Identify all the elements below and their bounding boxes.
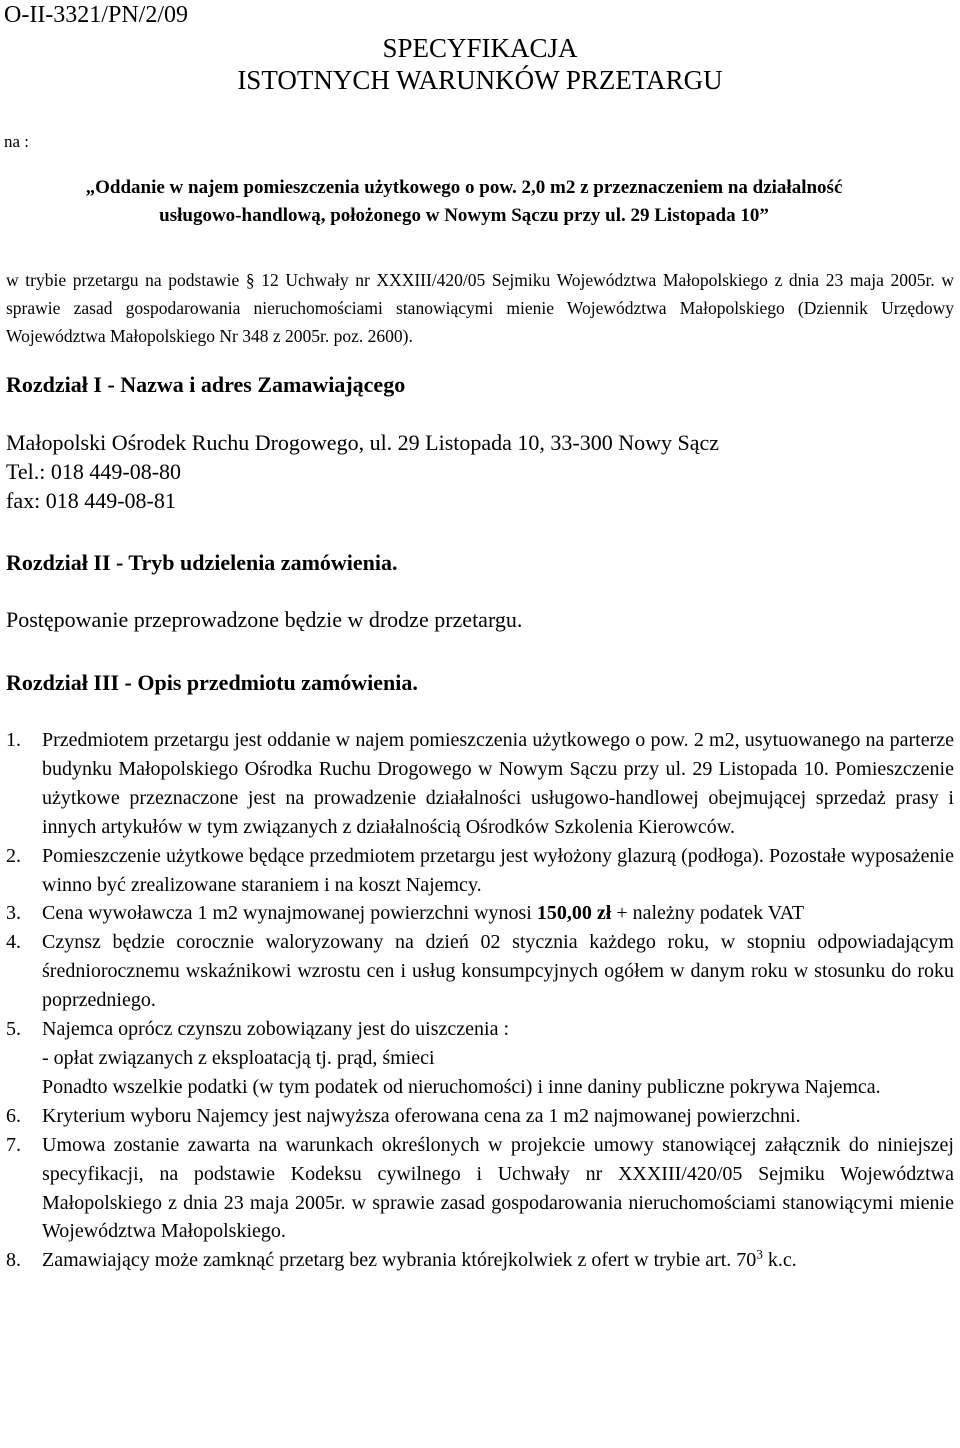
na-label: na : [4, 132, 30, 151]
document-title-line-1: SPECYFIKACJA [382, 33, 578, 63]
list-item [0, 899, 954, 928]
list-item [0, 1015, 954, 1102]
section-3-heading: Rozdział III - Opis przedmiotu zamówienia. [6, 670, 418, 695]
list-item-number: 3. [6, 902, 21, 925]
list-item-text: Kryterium wyboru Najemcy jest najwyższa oferowana cena za 1 m2 najmowanej powierzchni. [42, 1104, 801, 1127]
subject-description-list [0, 726, 954, 1275]
article-superscript: 3 [756, 1246, 763, 1262]
list-item-text-tail: + należny podatek VAT [611, 902, 805, 925]
list-item-text-tail: k.c. [762, 1249, 797, 1272]
list-item-text: Przedmiotem przetargu jest oddanie w najem pomieszczenia użytkowego o pow. 2 m2, usytuowanego na parterze budynku Małopolskiego Ośrodka Ruchu Drogowego w Nowym Sączu przy ul. 29 Listopada 10. Pomieszczenie użytkowe przeznaczone jest na prowadzenie działalności usługowo-handlowej obejmującej sprzedaż prasy i innych artykułów w tym związanych z działalnością Ośrodków Szkolenia Kierowców. [42, 729, 954, 838]
list-item-text: Zamawiający może zamknąć przetarg bez wybrania którejkolwiek z ofert w trybie art. 70 [42, 1249, 757, 1272]
list-item-text: Cena wywoławcza 1 m2 wynajmowanej powierzchni wynosi [42, 902, 537, 925]
legal-basis-paragraph: w trybie przetargu na podstawie § 12 Uchwały nr XXXIII/420/05 Sejmiku Województwa Małopolskiego z dnia 23 maja 2005r. w sprawie zasad gospodarowania nieruchomościami stanowiącymi mienie Województwa Małopolskiego (Dziennik Urzędowy Województwa Małopolskiego Nr 348 z 2005r. poz. 2600). [6, 270, 954, 346]
document-reference-number: O-II-3321/PN/2/09 [4, 2, 188, 28]
list-item-number: 4. [6, 931, 21, 954]
list-item-number: 2. [6, 844, 21, 867]
list-item-text: Pomieszczenie użytkowe będące przedmiotem przetargu jest wyłożony glazurą (podłoga). Pozostałe wyposażenie winno być zrealizowane staraniem i na koszt Najemcy. [42, 844, 954, 896]
list-item-subline: - opłat związanych z eksploatacją tj. prąd, śmieci [42, 1046, 435, 1069]
section-1-heading: Rozdział I - Nazwa i adres Zamawiającego [6, 372, 406, 397]
list-item-text: Umowa zostanie zawarta na warunkach określonych w projekcie umowy stanowiącej załącznik do niniejszej specyfikacji, na podstawie Kodeksu cywilnego i Uchwały nr XXXIII/420/05 Sejmiku Województwa Małopolskiego z dnia 23 maja 2005r. w sprawie zasad gospodarowania nieruchomościami stanowiącymi mienie Województwa Małopolskiego. [42, 1133, 954, 1243]
starting-price: 150,00 zł [536, 902, 612, 925]
list-item-number: 6. [6, 1104, 21, 1127]
procedure-mode-text: Postępowanie przeprowadzone będzie w drodze przetargu. [6, 607, 523, 632]
list-item-number: 8. [6, 1249, 21, 1272]
list-item [0, 842, 954, 900]
list-item-text: Najemca oprócz czynszu zobowiązany jest do uiszczenia : [42, 1018, 510, 1041]
list-item-text: Czynsz będzie corocznie waloryzowany na dzień 02 stycznia każdego roku, w stopniu odpowiadającym średniorocznemu wskaźnikowi wzrostu cen i usług konsumpcyjnych ogółem w danym roku w stosunku do roku poprzedniego. [42, 931, 954, 1012]
list-item [0, 726, 954, 842]
list-item-number: 5. [6, 1018, 21, 1041]
list-item [0, 1246, 954, 1275]
tender-subject: „Oddanie w najem pomieszczenia użytkowego o pow. 2,0 m2 z przeznaczeniem na działalność usługowo-handlową, położonego w Nowym Sączu przy ul. 29 Listopada 10” [85, 177, 843, 226]
section-2-heading: Rozdział II - Tryb udzielenia zamówienia. [6, 550, 398, 575]
contracting-authority-address: Małopolski Ośrodek Ruchu Drogowego, ul. 29 Listopada 10, 33-300 Nowy Sącz [6, 430, 720, 455]
list-item-number: 7. [6, 1133, 21, 1156]
list-item-number: 1. [6, 729, 21, 751]
document-title-line-2: ISTOTNYCH WARUNKÓW PRZETARGU [237, 65, 723, 95]
list-item [0, 1131, 954, 1247]
contracting-authority-fax: fax: 018 449-08-81 [6, 488, 176, 513]
list-item [0, 1102, 954, 1131]
contracting-authority-phone: Tel.: 018 449-08-80 [6, 459, 182, 484]
list-item [0, 928, 954, 1015]
list-item-subline: Ponadto wszelkie podatki (w tym podatek od nieruchomości) i inne daniny publiczne pokrywa Najemca. [42, 1075, 881, 1098]
